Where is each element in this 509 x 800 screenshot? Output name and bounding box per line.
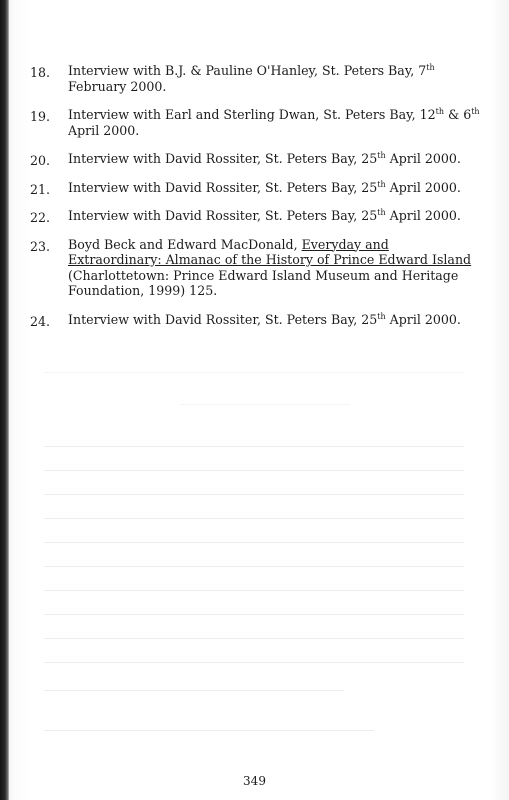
text-run: April 2000. xyxy=(385,208,461,223)
ordinal-superscript: th xyxy=(377,179,386,189)
bleed-through-line xyxy=(44,518,464,519)
endnote-item xyxy=(30,237,482,299)
ordinal-superscript: th xyxy=(377,151,386,160)
endnote-text xyxy=(68,180,482,196)
text-run: Interview with David Rossiter, St. Peters Bay, 25 xyxy=(68,151,378,166)
bleed-through-line xyxy=(44,638,464,639)
text-run: Interview with B.J. & Pauline O'Hanley, St. Peters Bay, 7 xyxy=(68,63,427,78)
ordinal-superscript: th xyxy=(377,311,386,321)
ordinal-superscript: th xyxy=(377,208,386,217)
text-run: February 2000. xyxy=(68,78,167,94)
endnote-item xyxy=(30,180,482,196)
endnote-number: 18. xyxy=(30,65,51,80)
endnote-number: 20. xyxy=(30,153,51,168)
endnote-number: 19. xyxy=(30,109,51,124)
endnote-text xyxy=(68,312,482,328)
endnote-item xyxy=(30,151,482,167)
endnote-number: 23. xyxy=(30,238,51,254)
text-run: April 2000. xyxy=(68,122,140,138)
text-run: April 2000. xyxy=(385,311,461,327)
bleed-through-line xyxy=(44,690,344,691)
endnote-number: 21. xyxy=(30,181,51,197)
text-run: Interview with Earl and Sterling Dwan, St. Peters Bay, 12 xyxy=(68,107,436,122)
bleed-through-line xyxy=(44,446,464,447)
text-run: April 2000. xyxy=(385,151,461,166)
endnote-number: 22. xyxy=(30,210,51,225)
ordinal-superscript: th xyxy=(435,107,444,116)
endnote-item xyxy=(30,208,482,224)
text-run: & 6 xyxy=(443,107,472,122)
text-run: Interview with David Rossiter, St. Peters Bay, 25 xyxy=(68,179,378,195)
book-binding-edge xyxy=(0,0,9,800)
endnote-item xyxy=(30,107,482,138)
bleed-through-line xyxy=(44,566,464,567)
endnote-item xyxy=(30,312,482,328)
endnote-text xyxy=(68,237,482,299)
book-title: Everyday and Extraordinary: Almanac of the History of Prince Edward Island xyxy=(68,236,472,267)
text-run: Boyd Beck and Edward MacDonald, xyxy=(68,236,302,252)
endnote-item xyxy=(30,63,482,94)
text-run: Interview with David Rossiter, St. Peters Bay, 25 xyxy=(68,311,378,327)
ordinal-superscript: th xyxy=(426,63,435,72)
endnote-text xyxy=(68,63,482,94)
bleed-through-line xyxy=(180,404,350,405)
bleed-through-line xyxy=(44,590,464,591)
ordinal-superscript: th xyxy=(471,107,480,116)
endnote-text xyxy=(68,107,482,138)
endnotes-list xyxy=(30,63,482,340)
text-run: Interview with David Rossiter, St. Peters Bay, 25 xyxy=(68,208,378,223)
endnote-number: 24. xyxy=(30,313,51,329)
bleed-through-line xyxy=(44,542,464,543)
bleed-through-line xyxy=(44,662,464,663)
bleed-through-line xyxy=(44,730,374,731)
bleed-through-line xyxy=(44,614,464,615)
text-run: April 2000. xyxy=(385,179,461,195)
bleed-through-line xyxy=(44,372,464,373)
page-number: 349 xyxy=(243,774,266,788)
bleed-through-line xyxy=(44,494,464,495)
bleed-through-line xyxy=(44,470,464,471)
text-run: (Charlottetown: Prince Edward Island Museum and Heritage Foundation, 1999) 125. xyxy=(68,267,459,298)
endnote-text xyxy=(68,151,482,167)
endnote-text xyxy=(68,208,482,224)
